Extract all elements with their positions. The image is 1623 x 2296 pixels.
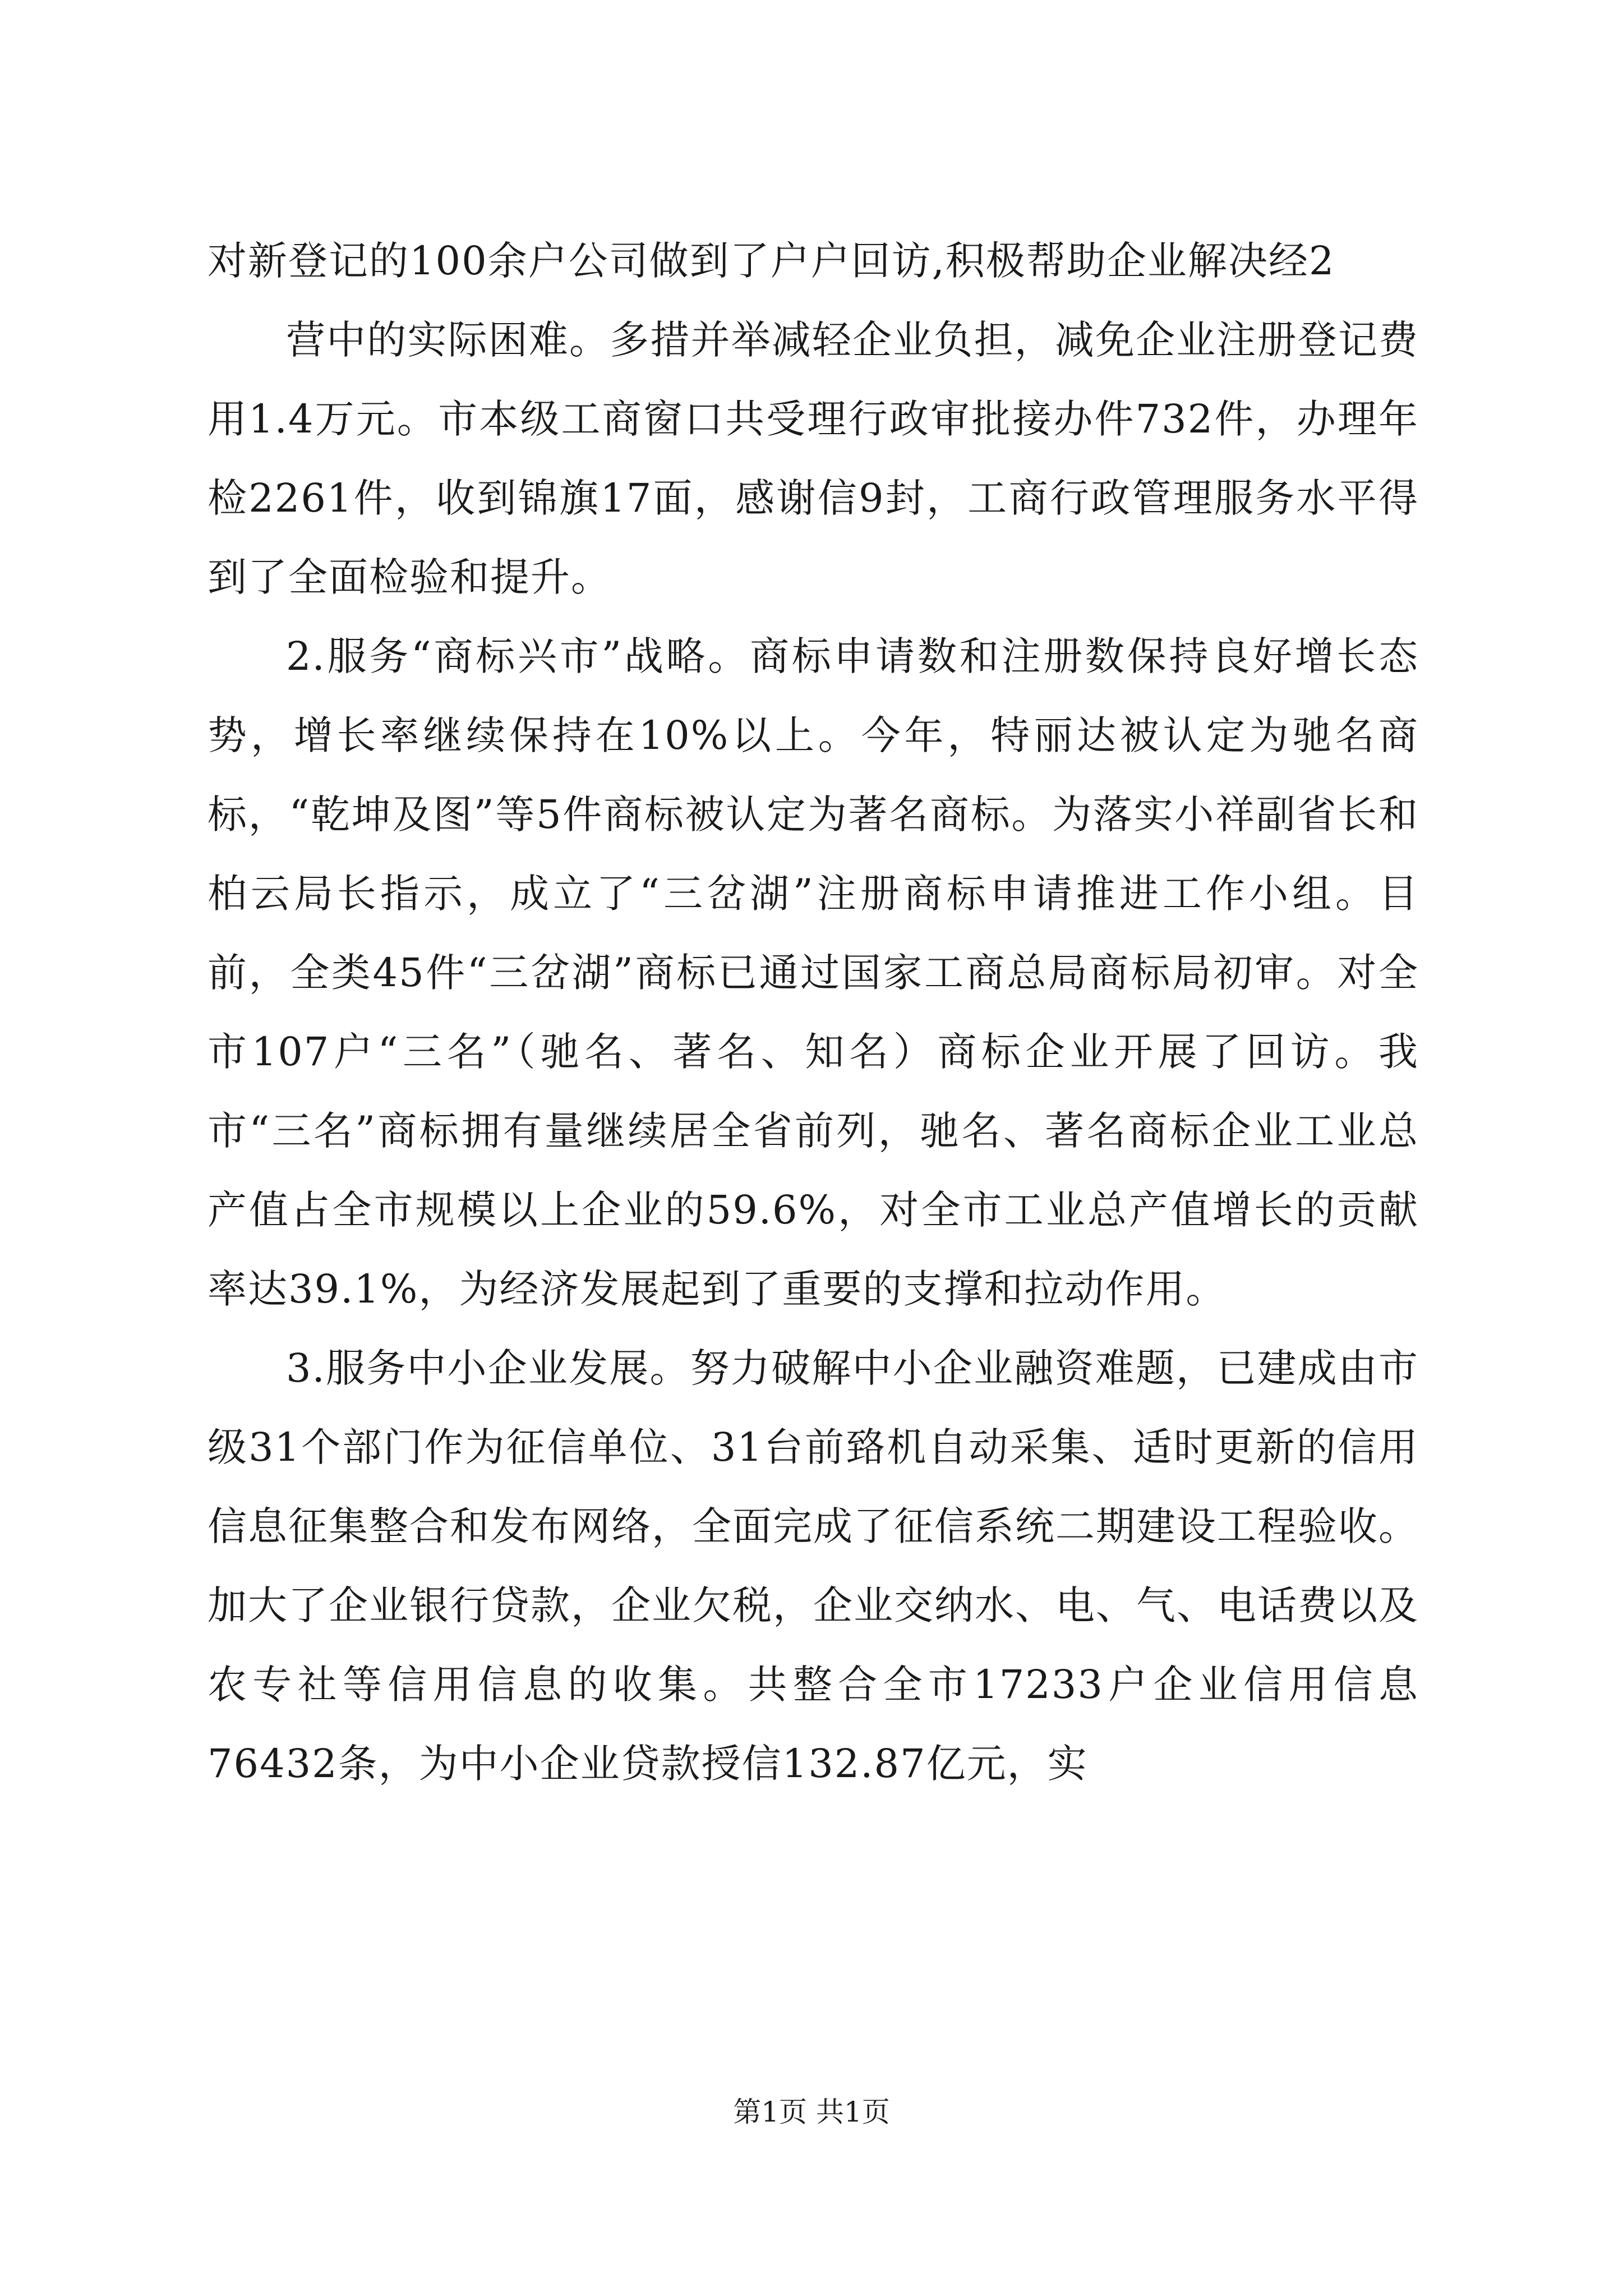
page-number: 第1页 共1页	[733, 2096, 890, 2128]
paragraph-3: 2.服务“商标兴市”战略。商标申请数和注册数保持良好增长态势，增长率继续保持在10%以上。今年，特丽达被认定为驰名商标，“乾坤及图”等5件商标被认定为著名商标。为落实小祥副省长和柏云局长指示，成立了“三岔湖”注册商标申请推进工作小组。目前，全类45件“三岔湖”商标已通过国家工商总局商标局初审。对全市107户“三名”（驰名、著名、知名）商标企业开展了回访。我市“三名”商标拥有量继续居全省前列，驰名、著名商标企业工业总产值占全市规模以上企业的59.6%，对全市工业总产值增长的贡献率达39.1%，为经济发展起到了重要的支撑和拉动作用。	[208, 633, 1419, 1312]
paragraph-4: 3.服务中小企业发展。努力破解中小企业融资难题，已建成由市级31个部门作为征信单位、31台前臵机自动采集、适时更新的信用信息征集整合和发布网络，全面完成了征信系统二期建设工程验收。加大了企业银行贷款，企业欠税，企业交纳水、电、气、电话费以及农专社等信用信息的收集。共整合全市17233户企业信用信息76432条，为中小企业贷款授信132.87亿元，实	[208, 1345, 1419, 1787]
page-footer	[0, 2095, 1623, 2129]
document-body	[208, 222, 1419, 1803]
paragraph-2: 营中的实际困难。多措并举减轻企业负担，减免企业注册登记费用1.4万元。市本级工商窗口共受理行政审批接办件732件，办理年检2261件，收到锦旗17面，感谢信9封，工商行政管理服务水平得到了全面检验和提升。	[208, 317, 1419, 600]
paragraph-1: 对新登记的100余户公司做到了户户回访,积极帮助企业解决经2	[208, 238, 1335, 284]
